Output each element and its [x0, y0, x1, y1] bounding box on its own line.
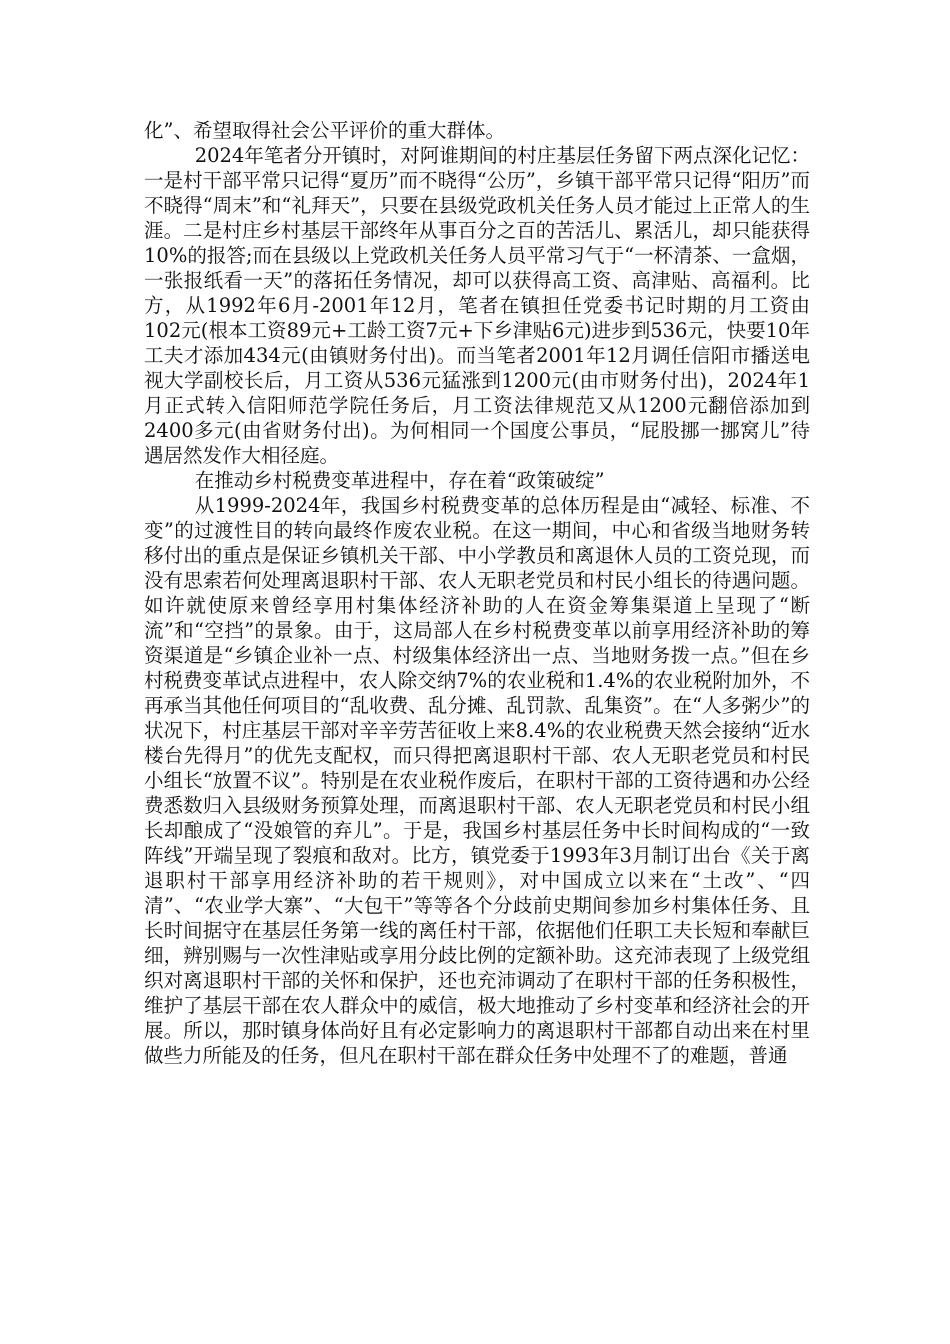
paragraph-tax-reform: 从1999-2024年，我国乡村税费变革的总体历程是由“减轻、标准、不变”的过渡性目的转向最终作废农业税。在这一期间，中心和省级当地财务转移付出的重点是保证乡镇机关干部、中小学教员和离退休人员的工资兑现，而没有思索若何处理离退职村干部、农人无职老党员和村民小组长的待遇问题。如许就使原来曾经享用村集体经济补助的人在资金筹集渠道上呈现了“断流”和“空挡”的景象。由于，这局部人在乡村税费变革以前享用经济补助的筹资渠道是“乡镇企业补一点、村级集体经济出一点、当地财务拨一点。”但在乡村税费变革试点进程中，农人除交纳7%的农业税和1.4%的农业税附加外，不再承当其他任何项目的“乱收费、乱分摊、乱罚款、乱集资”。在“人多粥少”的状况下，村庄基层干部对辛辛劳苦征收上来8.4%的农业税费天然会接纳“近水楼台先得月”的优先支配权，而只得把离退职村干部、农人无职老党员和村民小组长“放置不议”。特别是在农业税作废后，在职村干部的工资待遇和办公经费悉数归入县级财务预算处理，而离退职村干部、农人无职老党员和村民小组长却酿成了“没娘管的弃儿”。于是，我国乡村基层任务中长时间构成的“一致阵线”开端呈现了裂痕和敌对。比方，镇党委于1993年3月制订出台《关于离退职村干部享用经济补助的若干规则》，对中国成立以来在“土改”、“四清”、“农业学大寨”、“大包干”等等各个分歧前史期间参加乡村集体任务、且长时间据守在基层任务第一线的离任村干部，依据他们任职工夫长短和奉献巨细，辨别赐与一次性津贴或享用分歧比例的定额补助。这充沛表现了上级党组织对离退职村干部的关怀和保护，还也充沛调动了在职村干部的任务积极性，维护了基层干部在农人群众中的威信，极大地推动了乡村变革和经济社会的开展。所以，那时镇身体尚好且有必定影响力的离退职村干部都自动出来在村里做些力所能及的任务，但凡在职村干部在群众任务中处理不了的难题，普通 — [144, 494, 810, 1067]
document-body — [144, 118, 810, 1068]
paragraph-continuation: 化”、希望取得社会公平评价的重大群体。 — [144, 119, 505, 142]
paragraph-policy-loophole: 在推动乡村税费变革进程中，存在着“政策破绽” — [194, 469, 605, 492]
paragraph-memory: 2024年笔者分开镇时，对阿谁期间的村庄基层任务留下两点深化记忆：一是村干部平常只记得“夏历”而不晓得“公历”，乡镇干部平常只记得“阳历”而不晓得“周末”和“礼拜天”，只要在县级党政机关任务人员才能过上正常人的生涯。二是村庄乡村基层干部终年从事百分之百的苦活儿、累活儿，却只能获得10%的报答;而在县级以上党政机关任务人员平常习气于“一杯清茶、一盒烟，一张报纸看一天”的落拓任务情况，却可以获得高工资、高津贴、高福利。比方，从1992年6月-2001年12月，笔者在镇担任党委书记时期的月工资由102元(根本工资89元+工龄工资7元+下乡津贴6元)进步到536元，快要10年工夫才添加434元(由镇财务付出)。而当笔者2001年12月调任信阳市播送电视大学副校长后，月工资从536元猛涨到1200元(由市财务付出)，2024年1月正式转入信阳师范学院任务后，月工资法律规范又从1200元翻倍添加到2400多元(由省财务付出)。为何相同一个国度公事员，“屁股挪一挪窝儿”待遇居然发作大相径庭。 — [144, 144, 810, 467]
